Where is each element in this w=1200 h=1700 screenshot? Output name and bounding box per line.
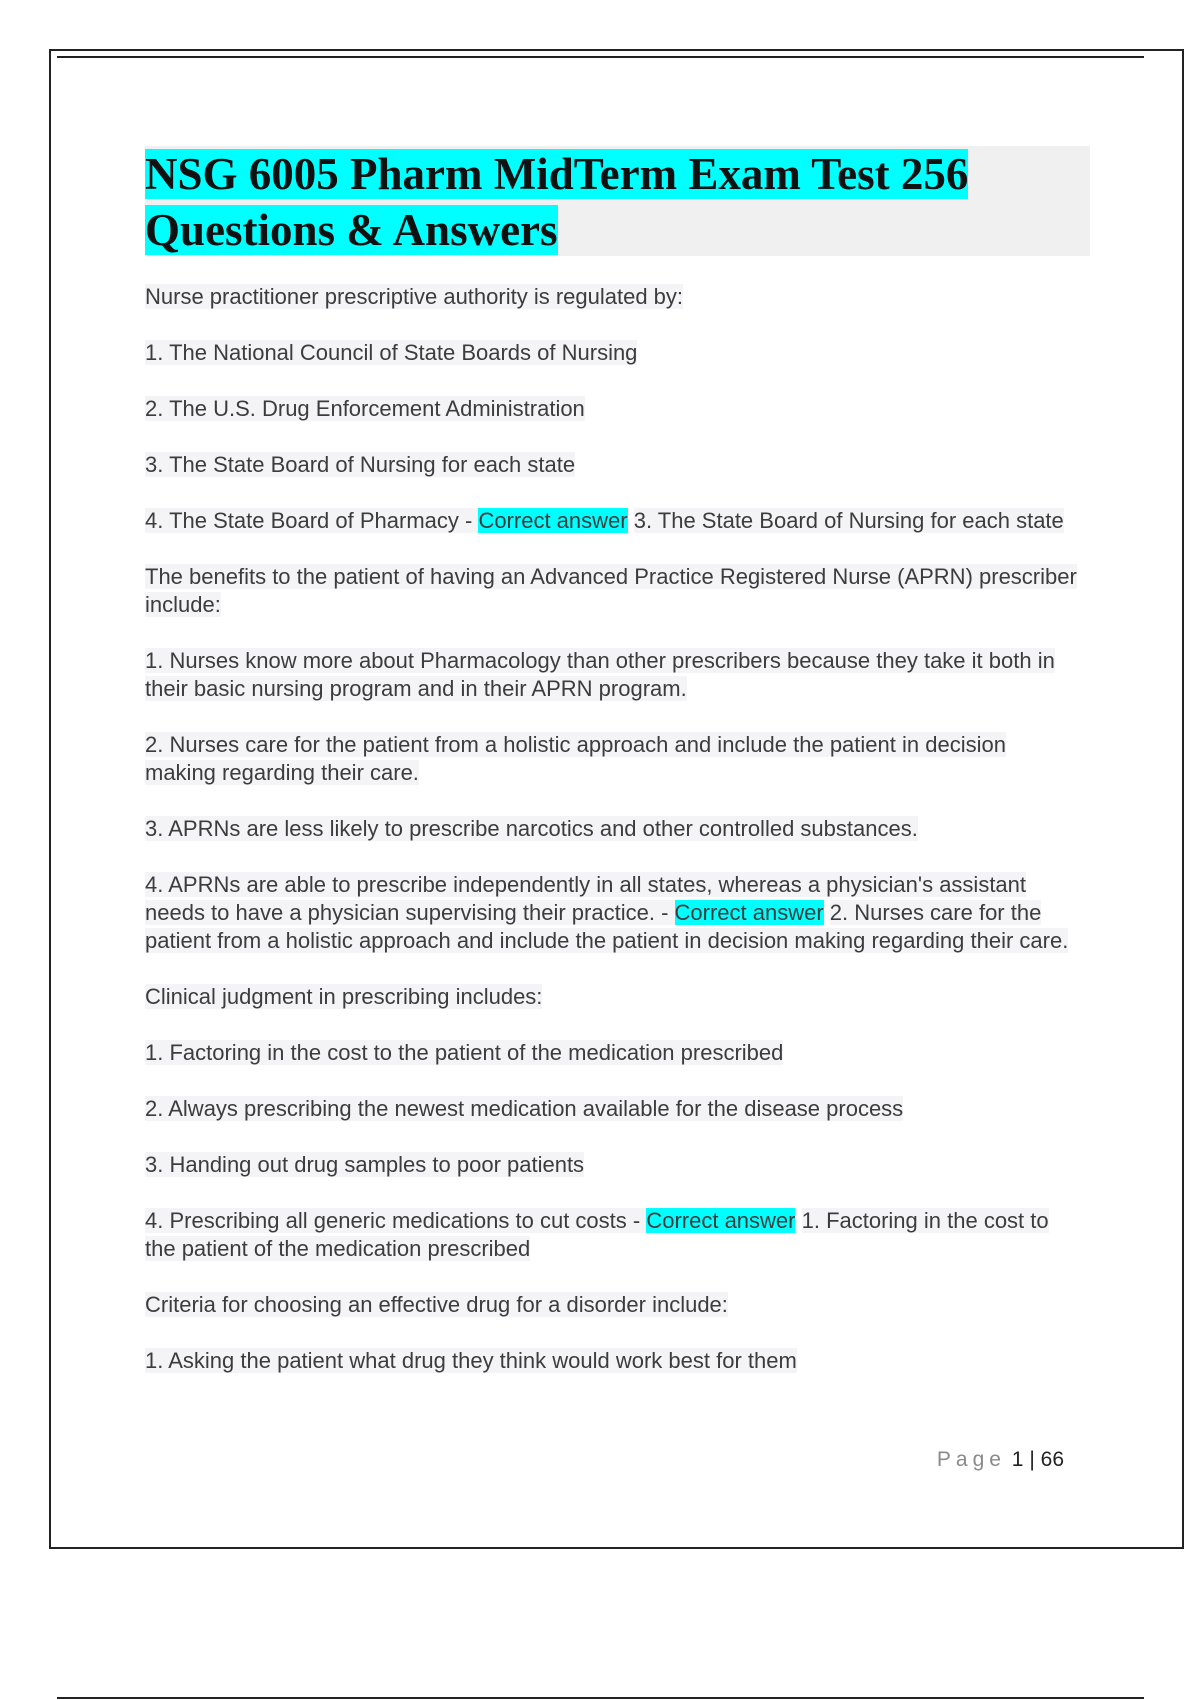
paragraph <box>145 815 1080 843</box>
paragraph <box>145 1095 1080 1123</box>
paragraph <box>145 507 1080 535</box>
paragraph <box>145 647 1080 703</box>
paragraph <box>145 1039 1080 1067</box>
paragraph <box>145 563 1080 619</box>
paragraph-text: 3. APRNs are less likely to prescribe narcotics and other controlled substances. <box>145 816 918 841</box>
answer-text: 2. Nurses care for the patient from a holistic approach and include the patient in decision making regarding their care. <box>145 900 1069 953</box>
paragraph-text: Criteria for choosing an effective drug for a disorder include: <box>145 1292 728 1317</box>
page-label: Page <box>936 1448 1006 1471</box>
paragraph <box>145 1291 1080 1319</box>
page-separator: | <box>1029 1448 1035 1471</box>
paragraph-text: 4. The State Board of Pharmacy - <box>145 508 479 533</box>
page-footer <box>937 1448 1064 1472</box>
paragraph-text: 2. Nurses care for the patient from a holistic approach and include the patient in decision making regarding their care. <box>145 732 1006 785</box>
paragraph <box>145 983 1080 1011</box>
correct-answer-marker: Correct answer <box>478 508 628 533</box>
paragraph <box>145 395 1080 423</box>
paragraph-text: 3. The State Board of Nursing for each state <box>145 452 576 477</box>
answer-text: 1. Factoring in the cost to the patient of the medication prescribed <box>145 1208 1049 1261</box>
paragraph <box>145 1207 1080 1263</box>
paragraph-text: 1. The National Council of State Boards of Nursing <box>145 340 638 365</box>
top-rule <box>57 56 1144 58</box>
paragraph-text: 1. Nurses know more about Pharmacology than other prescribers because they take it both in their basic nursing program and in their APRN program. <box>145 648 1055 701</box>
total-pages: 66 <box>1040 1448 1064 1471</box>
paragraph <box>145 283 1080 311</box>
paragraph-text: Clinical judgment in prescribing includes: <box>145 984 543 1009</box>
paragraph <box>145 451 1080 479</box>
paragraph-text: 1. Asking the patient what drug they think would work best for them <box>145 1348 797 1373</box>
title-line-1: NSG 6005 Pharm MidTerm Exam Test 256 <box>145 149 969 199</box>
paragraph-text: 1. Factoring in the cost to the patient of the medication prescribed <box>145 1040 784 1065</box>
paragraph <box>145 1347 1080 1375</box>
page-number: 1 <box>1011 1448 1024 1471</box>
paragraph <box>145 339 1080 367</box>
paragraph-text: 3. Handing out drug samples to poor patients <box>145 1152 585 1177</box>
paragraph-text: 2. Always prescribing the newest medication available for the disease process <box>145 1096 904 1121</box>
paragraph <box>145 1151 1080 1179</box>
correct-answer-marker: Correct answer <box>646 1208 796 1233</box>
paragraph-text: The benefits to the patient of having an Advanced Practice Registered Nurse (APRN) prescriber include: <box>145 564 1077 617</box>
bottom-rule <box>57 1697 1144 1699</box>
paragraph <box>145 731 1080 787</box>
answer-text: 3. The State Board of Nursing for each state <box>633 508 1064 533</box>
document-title <box>145 146 1090 258</box>
paragraph-text: 4. Prescribing all generic medications to cut costs - <box>145 1208 647 1233</box>
paragraph <box>145 871 1080 955</box>
title-line-2: Questions & Answers <box>145 205 558 255</box>
question-content <box>145 283 1080 1375</box>
paragraph-text: 4. APRNs are able to prescribe independently in all states, whereas a physician's assistant needs to have a physician supervising their practice. - <box>145 872 1027 925</box>
title-block <box>145 146 1090 256</box>
correct-answer-marker: Correct answer <box>674 900 824 925</box>
paragraph-text: 2. The U.S. Drug Enforcement Administration <box>145 396 585 421</box>
paragraph-text: Nurse practitioner prescriptive authority is regulated by: <box>145 284 684 309</box>
